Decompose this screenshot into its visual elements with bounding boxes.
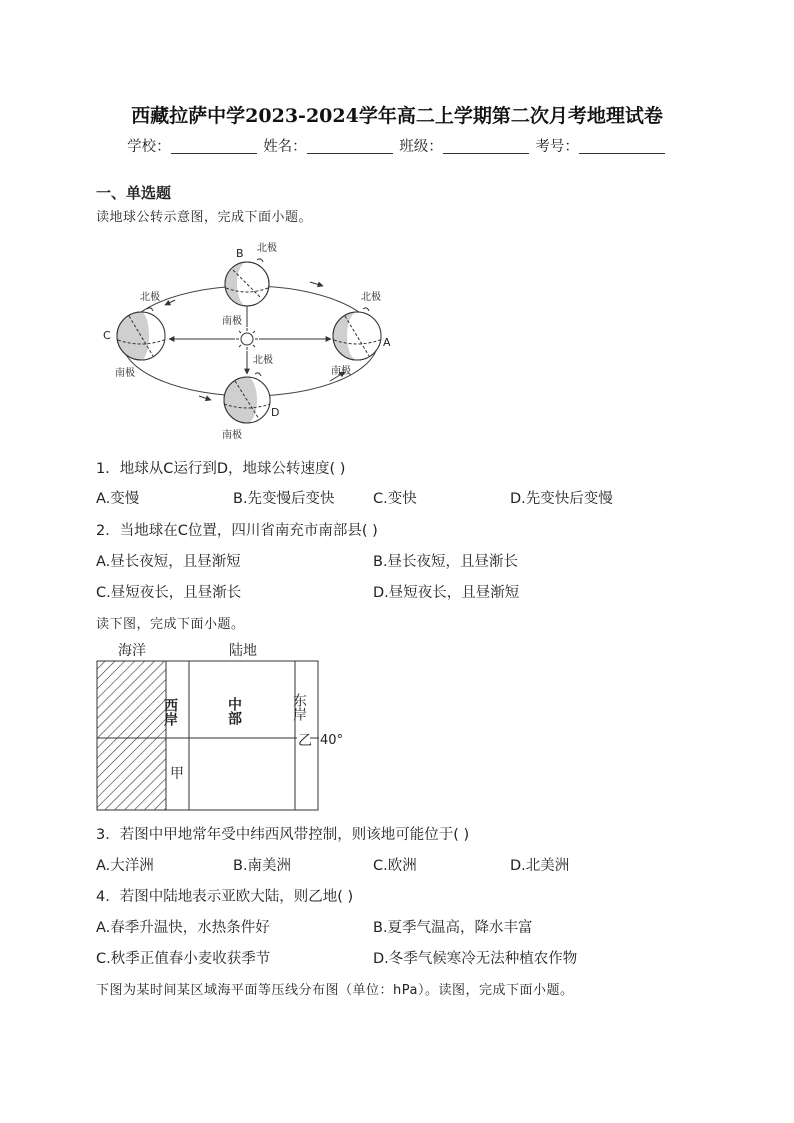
earth-c bbox=[117, 308, 165, 360]
label-a: A bbox=[383, 336, 391, 349]
q1-option-c[interactable]: C.变快 bbox=[373, 491, 417, 507]
exam-title: 西藏拉萨中学2023-2024学年高二上学期第二次月考地理试卷 bbox=[131, 105, 663, 127]
class-blank[interactable] bbox=[443, 139, 529, 154]
intro-isobar: 下图为某时间某区域海平面等压线分布图（单位：hPa）。读图，完成下面小题。 bbox=[96, 983, 574, 998]
question-3-stem: 3．若图中甲地常年受中纬西风带控制，则该地可能位于( ) bbox=[96, 827, 470, 843]
south-pole-label-a: 南极 bbox=[331, 366, 351, 377]
east-coast-label: 东岸 bbox=[291, 693, 307, 721]
q4-option-d[interactable]: D.冬季气候寒冷无法种植农作物 bbox=[373, 951, 578, 967]
school-blank[interactable] bbox=[171, 139, 257, 154]
label-b: B bbox=[236, 247, 244, 260]
question-1-stem: 1．地球从C运行到D，地球公转速度( ) bbox=[96, 461, 346, 477]
q1-option-a[interactable]: A.变慢 bbox=[96, 491, 140, 507]
q4-option-a[interactable]: A.春季升温快，水热条件好 bbox=[96, 920, 270, 936]
q4-option-b[interactable]: B.夏季气温高，降水丰富 bbox=[373, 920, 533, 936]
question-2-stem: 2．当地球在C位置，四川省南充市南部县( ) bbox=[96, 523, 378, 539]
south-pole-label-b: 南极 bbox=[222, 316, 242, 327]
class-label: 班级： bbox=[399, 139, 443, 155]
student-info-fields bbox=[0, 135, 794, 156]
question-4-stem: 4．若图中陆地表示亚欧大陆，则乙地( ) bbox=[96, 889, 354, 905]
q1-option-d[interactable]: D.先变快后变慢 bbox=[510, 491, 613, 507]
orbit-arrow-icon bbox=[310, 282, 323, 286]
label-d: D bbox=[271, 406, 280, 419]
ocean-label: 海洋 bbox=[118, 643, 146, 659]
north-pole-label-c: 北极 bbox=[140, 292, 160, 303]
center-label: 中部 bbox=[226, 697, 242, 725]
jia-label: 甲 bbox=[170, 766, 184, 782]
north-pole-label-d: 北极 bbox=[253, 355, 273, 366]
north-pole-label-a: 北极 bbox=[361, 292, 381, 303]
q3-option-b[interactable]: B.南美洲 bbox=[233, 858, 292, 874]
orbit-arrow-icon bbox=[199, 396, 211, 400]
exam-number-label: 考号： bbox=[535, 139, 579, 155]
ocean-area bbox=[97, 661, 166, 810]
q4-option-c[interactable]: C.秋季正值春小麦收获季节 bbox=[96, 951, 271, 967]
sun-icon bbox=[236, 328, 258, 350]
west-coast-label: 西岸 bbox=[162, 698, 178, 726]
earth-d bbox=[224, 373, 270, 423]
label-c: C bbox=[103, 329, 111, 342]
school-label: 学校： bbox=[127, 139, 171, 155]
q3-option-d[interactable]: D.北美洲 bbox=[510, 858, 570, 874]
land-ocean-diagram bbox=[96, 640, 356, 815]
section-heading: 一、单选题 bbox=[96, 184, 172, 202]
q2-option-d[interactable]: D.昼短夜长，且昼渐短 bbox=[373, 585, 520, 601]
orbit-arrow-icon bbox=[165, 300, 175, 305]
land-label: 陆地 bbox=[229, 643, 257, 659]
q3-option-a[interactable]: A.大洋洲 bbox=[96, 858, 154, 874]
intro-orbit: 读地球公转示意图，完成下面小题。 bbox=[96, 210, 313, 225]
q2-option-c[interactable]: C.昼短夜长，且昼渐长 bbox=[96, 585, 242, 601]
q1-option-b[interactable]: B.先变慢后变快 bbox=[233, 491, 335, 507]
south-pole-label-c: 南极 bbox=[115, 368, 135, 379]
yi-label: 乙 bbox=[298, 733, 312, 749]
name-blank[interactable] bbox=[307, 139, 393, 154]
q2-option-a[interactable]: A.昼长夜短，且昼渐短 bbox=[96, 554, 241, 570]
q3-option-c[interactable]: C.欧洲 bbox=[373, 858, 417, 874]
latitude-label: 40° bbox=[320, 733, 344, 748]
orbit-diagram bbox=[95, 236, 405, 444]
earth-a bbox=[333, 308, 381, 360]
intro-land: 读下图，完成下面小题。 bbox=[96, 617, 245, 632]
name-label: 姓名： bbox=[263, 139, 307, 155]
q2-option-b[interactable]: B.昼长夜短，且昼渐长 bbox=[373, 554, 519, 570]
north-pole-label-b: 北极 bbox=[257, 243, 277, 254]
earth-b bbox=[225, 259, 269, 306]
exam-number-blank[interactable] bbox=[579, 139, 665, 154]
south-pole-label-d: 南极 bbox=[222, 430, 242, 441]
